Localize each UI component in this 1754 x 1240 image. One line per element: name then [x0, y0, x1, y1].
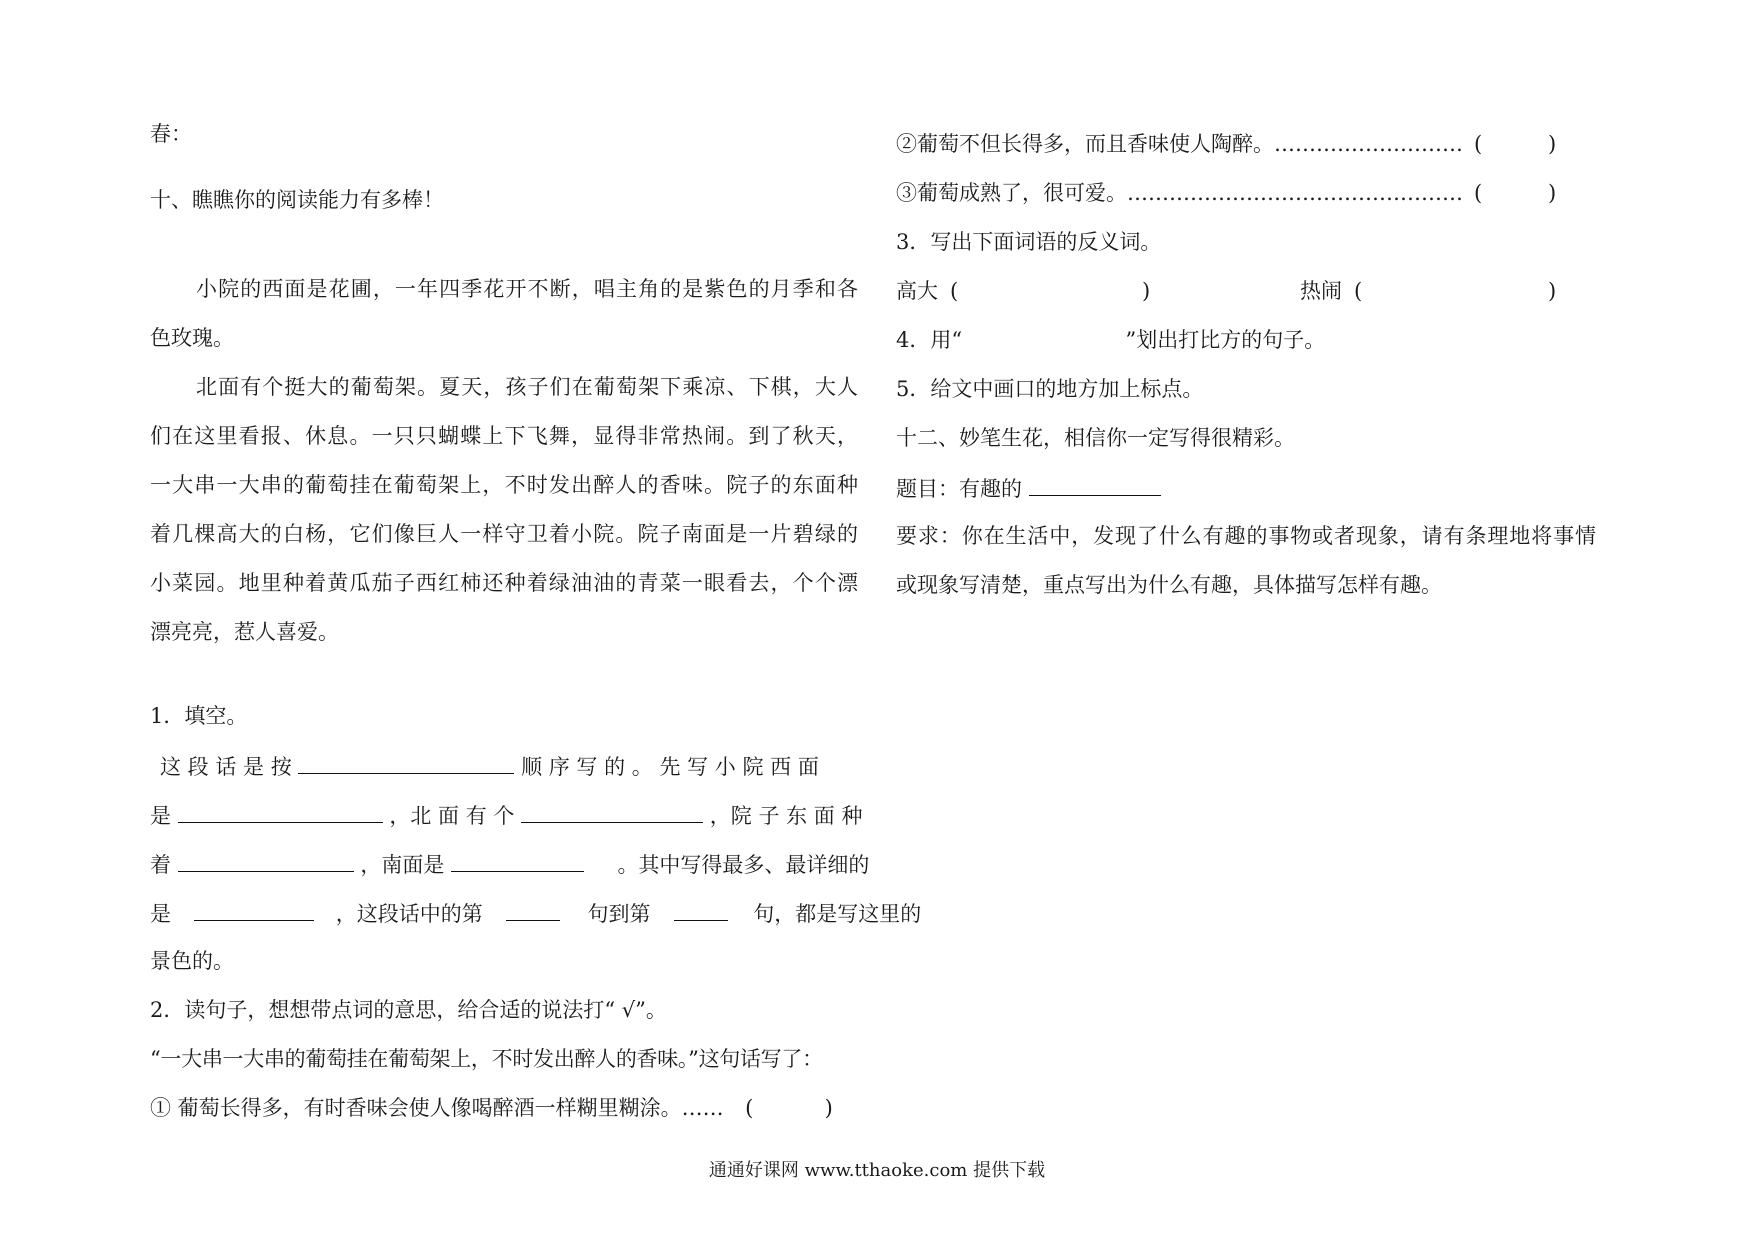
antonym-answer-1[interactable]	[962, 279, 1138, 303]
section-10-title: 十、瞧瞧你的阅读能力有多棒！	[150, 188, 444, 212]
q1-line-5: 景色的。	[150, 949, 234, 973]
q1-blank-sentence-to[interactable]	[674, 898, 728, 921]
answer-paren-close: )	[1142, 279, 1151, 303]
q2-option-3	[896, 179, 1463, 207]
q1-text: 句，都是写这里的	[753, 902, 922, 926]
q1-blank-order[interactable]	[298, 751, 514, 774]
q2-option-2-text: ②葡萄不但长得多，而且香味使人陶醉。………………………	[896, 132, 1463, 156]
q1-blank-north[interactable]	[521, 800, 703, 823]
q1-line-2	[150, 800, 862, 830]
q1-line-3	[150, 849, 869, 879]
answer-slot[interactable]	[1503, 132, 1545, 156]
q1-blank-east[interactable]	[178, 849, 354, 872]
answer-paren-open: (	[1474, 132, 1483, 156]
passage-line: 们在这里看报、休息。一只只蝴蝶上下飞舞，显得非常热闹。到了秋天，	[150, 424, 858, 448]
q1-text: 是	[150, 902, 171, 926]
q1-blank-sentence-from[interactable]	[506, 898, 560, 921]
q3-word-2: 热闹	[1300, 279, 1342, 303]
requirement-line: 要求：你在生活中，发现了什么有趣的事物或者现象，请有条理地将事情	[896, 524, 1596, 548]
answer-paren-close: )	[1548, 132, 1557, 156]
answer-paren-open: (	[950, 279, 959, 303]
q1-line-1	[160, 751, 819, 781]
section-12-title: 十二、妙笔生花，相信你一定写得很精彩。	[896, 426, 1295, 450]
q4-text: ”划出打比方的句子。	[1125, 328, 1326, 352]
answer-paren-open: (	[1354, 279, 1363, 303]
q1-text: ，院 子 东 面 种	[709, 804, 863, 828]
q1-text: 。其中写得最多、最详细的	[617, 853, 870, 877]
q3-word-1: 高大	[896, 279, 938, 303]
q4-text: 4．用“	[896, 328, 963, 352]
spring-line: 春：	[150, 122, 192, 146]
passage-line: 小菜园。地里种着黄瓜茄子西红柿还种着绿油油的青菜一眼看去，个个漂	[150, 571, 858, 595]
q2-option-1-text: ① 葡萄长得多，有时香味会使人像喝醉酒一样糊里糊涂。……	[150, 1096, 724, 1120]
answer-slot[interactable]	[1503, 181, 1545, 205]
answer-paren-close: )	[824, 1096, 833, 1120]
q1-blank-most[interactable]	[194, 898, 314, 921]
q1-text: 是	[150, 804, 171, 828]
q1-text: ，北 面 有 个	[389, 804, 515, 828]
answer-paren-open: (	[1474, 181, 1483, 205]
passage-line: 色玫瑰。	[150, 326, 234, 350]
q1-text: 这 段 话 是 按	[160, 755, 292, 779]
q2-option-1	[150, 1094, 833, 1122]
q2-option-2	[896, 130, 1463, 158]
q1-text: ，这段话中的第	[335, 902, 483, 926]
passage-line: 北面有个挺大的葡萄架。夏天，孩子们在葡萄架下乘凉、下棋，大人	[196, 375, 858, 399]
q3-title: 3．写出下面词语的反义词。	[896, 230, 1162, 254]
q1-blank-south[interactable]	[451, 849, 584, 872]
q2-option-3-text: ③葡萄成熟了，很可爱。…………………………………………	[896, 181, 1463, 205]
q4-line	[896, 326, 1325, 354]
passage-line: 小院的西面是花圃，一年四季花开不断，唱主角的是紫色的月季和各	[196, 277, 858, 301]
passage-line: 一大串一大串的葡萄挂在葡萄架上，不时发出醉人的香味。院子的东面种	[150, 473, 858, 497]
q1-text: ，南面是	[360, 853, 445, 877]
passage-line: 着几棵高大的白杨，它们像巨人一样守卫着小院。院子南面是一片碧绿的	[150, 522, 858, 546]
q2-quote: “一大串一大串的葡萄挂在葡萄架上，不时发出醉人的香味。”这句话写了：	[150, 1047, 823, 1071]
q1-text: 句到第	[587, 902, 651, 926]
answer-paren-close: )	[1548, 181, 1557, 205]
antonym-answer-2[interactable]	[1366, 279, 1542, 303]
passage-line: 漂亮亮，惹人喜爱。	[150, 620, 339, 644]
page-footer: 通通好课网 www.tthaoke.com 提供下载	[708, 1160, 1046, 1181]
answer-paren-open: (	[745, 1096, 754, 1120]
q1-text: 顺 序 写 的 。 先 写 小 院 西 面	[521, 755, 819, 779]
q1-title: 1．填空。	[150, 704, 248, 728]
answer-paren-close: )	[1548, 279, 1557, 303]
topic-label: 题目：有趣的	[896, 477, 1022, 501]
topic-line	[896, 473, 1161, 503]
q1-text: 着	[150, 853, 171, 877]
q1-line-4	[150, 898, 921, 928]
q2-title: 2．读句子，想想带点词的意思，给合适的说法打“ √”。	[150, 998, 667, 1022]
topic-blank[interactable]	[1029, 473, 1161, 496]
requirement-line: 或现象写清楚，重点写出为什么有趣，具体描写怎样有趣。	[896, 573, 1442, 597]
q5-title: 5．给文中画口的地方加上标点。	[896, 377, 1204, 401]
q1-blank-west[interactable]	[178, 800, 383, 823]
